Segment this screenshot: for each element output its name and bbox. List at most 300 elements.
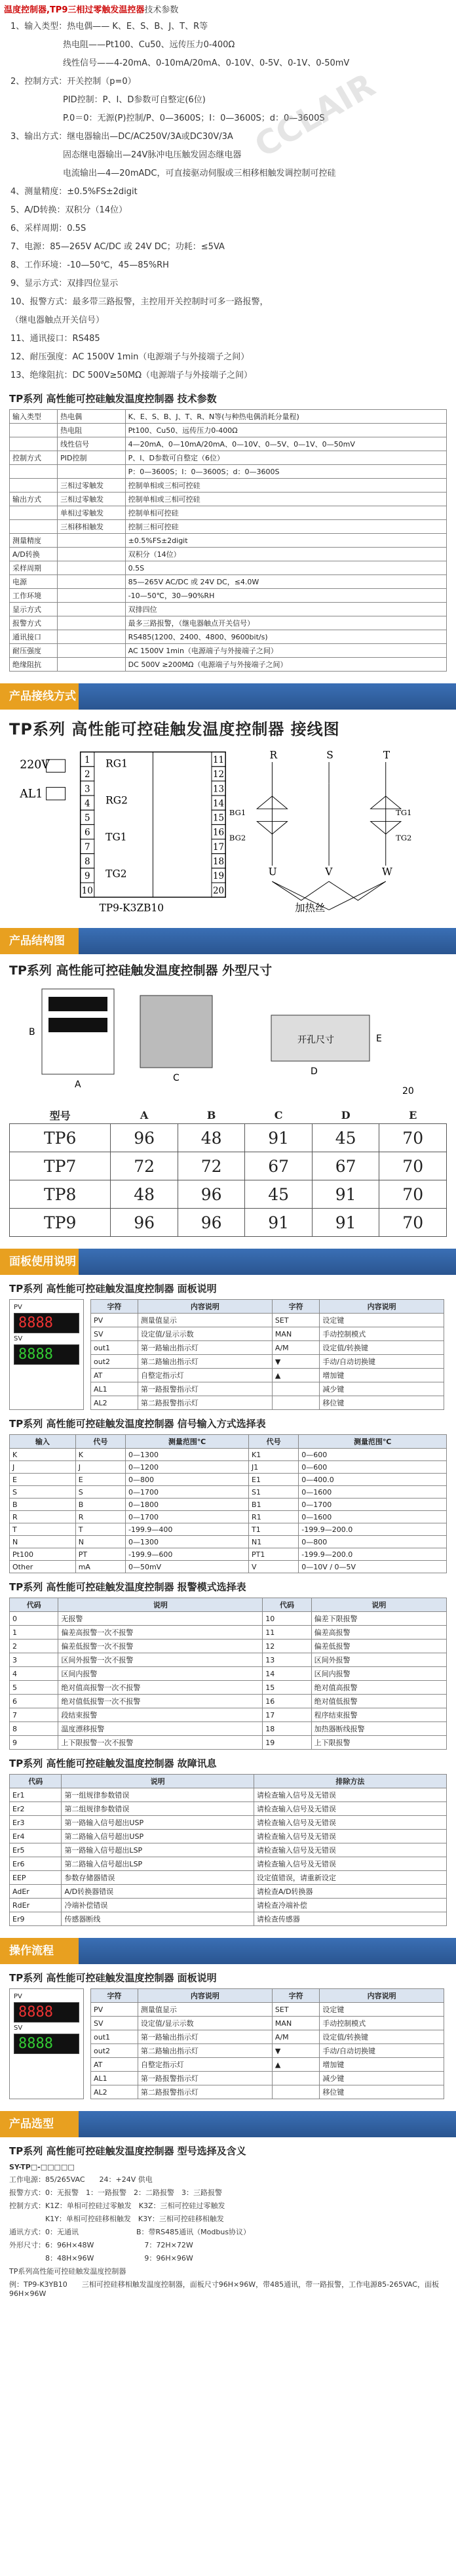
table-cell: 测量值显示 xyxy=(138,1314,272,1327)
table-cell xyxy=(10,465,58,479)
terminal-pin-label: 20 xyxy=(212,885,225,896)
table-cell: T1 xyxy=(249,1523,299,1536)
table-cell: 控制单相或三相可控硅 xyxy=(125,493,446,506)
table-cell: -199.9—400 xyxy=(125,1523,248,1536)
table-row xyxy=(10,1124,447,1152)
table-cell xyxy=(10,506,58,520)
table-row xyxy=(10,616,447,630)
terminal-pin-label: 3 xyxy=(84,784,90,795)
spec-line: 5、A/D转换：双积分（14位） xyxy=(10,205,128,215)
table-cell xyxy=(58,589,126,603)
table-row xyxy=(10,575,447,589)
table-row xyxy=(10,1830,447,1843)
table-header-row xyxy=(10,1775,447,1788)
table-cell xyxy=(272,1396,319,1410)
table-cell: Er4 xyxy=(10,1830,62,1843)
table-cell: 耐压强度 xyxy=(10,644,58,658)
table-cell: SV xyxy=(91,1327,138,1341)
table-row xyxy=(10,1474,447,1486)
select-line: 外形尺寸：6：96H×48W 7：72H×72W xyxy=(9,2241,193,2249)
table-header-cell: 代号 xyxy=(75,1435,125,1449)
table-cell: P、I、D参数可自整定（6位） xyxy=(125,451,446,465)
front-pv-display xyxy=(48,997,107,1011)
spec-line: 1、输入类型：热电偶—— K、E、S、B、J、T、R等 xyxy=(10,22,208,31)
side-view xyxy=(140,996,212,1068)
table-cell: 线性信号 xyxy=(58,437,126,451)
table-row xyxy=(10,1449,447,1461)
table-cell: 91 xyxy=(245,1209,313,1237)
table-cell: 控制三相可控硅 xyxy=(125,520,446,534)
table-cell: -199.9—200.0 xyxy=(299,1548,447,1561)
table-cell: 3 xyxy=(10,1653,58,1667)
table-row xyxy=(10,1802,447,1816)
table-cell: K1 xyxy=(249,1449,299,1461)
table-cell: 16 xyxy=(263,1695,311,1708)
spec-line: 6、采样周期：0.5S xyxy=(10,224,86,233)
table-cell: 第二组规律参数错误 xyxy=(62,1802,254,1816)
table-row xyxy=(10,1885,447,1899)
table-cell: 设定键 xyxy=(320,1314,444,1327)
panel-pv-tag: PV xyxy=(14,1304,22,1311)
table-cell xyxy=(58,575,126,589)
table-cell: 0.5S xyxy=(125,561,446,575)
fault-table xyxy=(9,1774,447,1926)
table-cell: 三相过零触发 xyxy=(58,479,126,493)
section-select xyxy=(0,2111,456,2137)
table-row xyxy=(10,520,447,534)
section-structure-label: 产品结构图 xyxy=(9,935,65,948)
spec-line: 11、通讯接口：RS485 xyxy=(10,334,100,344)
table-row xyxy=(10,1499,447,1511)
table-row xyxy=(10,1548,447,1561)
table-cell: A/M xyxy=(272,2030,319,2044)
tg1-label: TG1 xyxy=(105,831,127,843)
spec-line: 10、报警方式：最多带三路报警，主控用开关控制时可多一路报警， xyxy=(10,297,269,307)
table-cell: DC 500V ≥200MΩ（电源端子与外接端子之间） xyxy=(125,658,446,672)
table-cell: V xyxy=(249,1561,299,1573)
table-cell: 无报警 xyxy=(58,1612,263,1626)
table-cell: 67 xyxy=(245,1152,313,1180)
table-row xyxy=(10,479,447,493)
table-cell: R1 xyxy=(249,1511,299,1523)
dim-d-label: D xyxy=(311,1066,318,1077)
table-cell: 0—1300 xyxy=(125,1449,248,1461)
signal-title: TP系列 高性能可控硅触发温度控制器 信号输入方式选择表 xyxy=(9,1418,266,1430)
table-cell: 96 xyxy=(178,1180,245,1209)
cutout-label: 开孔尺寸 xyxy=(297,1035,334,1045)
terminal-pin-label: 17 xyxy=(212,841,225,853)
terminal-pin-label: 11 xyxy=(212,755,225,765)
table-cell: 70 xyxy=(379,1180,447,1209)
terminal-pin-label: 13 xyxy=(212,784,225,795)
wiring-diagram xyxy=(9,746,447,916)
table-cell: 手动控制模式 xyxy=(320,1327,444,1341)
table-header-cell: 字符 xyxy=(272,1300,319,1314)
spec-line: PID控制：P、I、D参数可自整定(6位) xyxy=(63,95,206,105)
spec-line: 9、显示方式：双排四位显示 xyxy=(10,279,119,289)
section-wiring xyxy=(0,683,456,710)
table-row xyxy=(10,1912,447,1926)
table-cell: E1 xyxy=(249,1474,299,1486)
spec-line: 8、工作环境：-10—50℃，45—85%RH xyxy=(10,260,169,270)
table-cell: 区间内报警 xyxy=(58,1667,263,1681)
table-cell: 第一路报警指示灯 xyxy=(138,1382,272,1396)
table-cell: 绝对值高报警 xyxy=(311,1681,446,1695)
table-cell: -199.9—200.0 xyxy=(299,1523,447,1536)
table-cell: 18 xyxy=(263,1722,311,1736)
spec-line: （继电器触点开关信号） xyxy=(10,315,105,325)
table-row xyxy=(91,1314,444,1327)
panel-table xyxy=(90,1299,444,1410)
spec-line: 热电阻——Pt100、Cu50、远传压力0-400Ω xyxy=(63,40,235,50)
terminal-pin-label: 19 xyxy=(212,871,225,882)
table-row xyxy=(10,1209,447,1237)
table-header-cell: 输入 xyxy=(10,1435,76,1449)
terminal-pin-label: 7 xyxy=(84,841,90,853)
panel-title: TP系列 高性能可控硅触发温度控制器 面板说明 xyxy=(9,1283,217,1295)
tg2b-label: TG2 xyxy=(396,833,412,843)
table-cell: 电源 xyxy=(10,575,58,589)
table-cell: 0—1200 xyxy=(125,1461,248,1474)
table-cell: 45 xyxy=(245,1180,313,1209)
section-operation-label: 操作流程 xyxy=(9,1944,54,1958)
table-row xyxy=(10,424,447,437)
table-cell: 移位键 xyxy=(320,1396,444,1410)
table-cell: 绝缘阻抗 xyxy=(10,658,58,672)
table-cell: SET xyxy=(272,1314,319,1327)
table-cell: 三相移相触发 xyxy=(58,520,126,534)
table-header-cell: 字符 xyxy=(91,1989,138,2003)
spec-line: P.0＝0：无源(P)控制/P、0—3600S；I：0—3600S；d：0—3600S xyxy=(63,113,325,123)
table-cell: 请检查输入信号及无错误 xyxy=(254,1802,446,1816)
wiring-title: TP系列 高性能可控硅触发温度控制器 接线图 xyxy=(9,720,340,738)
table-header-cell: 测量范围℃ xyxy=(299,1435,447,1449)
table-row xyxy=(10,1899,447,1912)
thyristor-circuit xyxy=(257,762,401,910)
table-cell: 输出方式 xyxy=(10,493,58,506)
table-row xyxy=(10,506,447,520)
phase-u-label: U xyxy=(268,866,277,878)
table-cell: 请检查输入信号及无错误 xyxy=(254,1788,446,1802)
phase-s-label: S xyxy=(326,749,333,761)
table-cell: 增加键 xyxy=(320,1369,444,1382)
terminal-pin-label: 15 xyxy=(212,813,225,824)
table-cell: 70 xyxy=(379,1152,447,1180)
table-cell: 区间内报警 xyxy=(311,1667,446,1681)
table-cell: 13 xyxy=(263,1653,311,1667)
table-cell: 第一组规律参数错误 xyxy=(62,1788,254,1802)
panel-sv-tag: SV xyxy=(14,1335,23,1342)
phase-r-label: R xyxy=(269,749,278,761)
table-cell: 工作环境 xyxy=(10,589,58,603)
model-code-label: TP9-K3ZB10 xyxy=(99,902,164,914)
table-row xyxy=(91,1355,444,1369)
table-cell: S xyxy=(10,1486,76,1499)
table-row xyxy=(10,1612,447,1626)
table-cell: 96 xyxy=(111,1209,178,1237)
table-cell: 0—600 xyxy=(299,1461,447,1474)
table-row xyxy=(91,1382,444,1396)
section-panel-label: 面板使用说明 xyxy=(9,1255,76,1268)
panel-block xyxy=(9,1299,447,1410)
table-cell: 请检查A/D转换器 xyxy=(254,1885,446,1899)
table-cell: 设定值/转换键 xyxy=(320,2030,444,2044)
table-cell xyxy=(58,616,126,630)
select-example: 例：TP9-K3YB10 三相可控硅移相触发温度控制器，面板尺寸96H×96W，带485通讯，带一路报警，工作电源85-265VAC，面板96H×96W xyxy=(9,2280,439,2298)
table-cell: 冷端补偿错误 xyxy=(62,1899,254,1912)
table-cell: 1 xyxy=(10,1626,58,1640)
table-cell: 第二路输出指示灯 xyxy=(138,1355,272,1369)
select-line: 工作电源：85/265VAC 24：+24V 供电 xyxy=(9,2175,153,2184)
spec-line: 线性信号——4-20mA、0-10mA/20mA、0-10V、0-5V、0-1V、0-50mV xyxy=(63,58,350,68)
table-row xyxy=(10,1857,447,1871)
table-header-cell: 字符 xyxy=(272,1989,319,2003)
table-cell: MAN xyxy=(272,2017,319,2030)
table-row xyxy=(10,658,447,672)
table-cell: E xyxy=(10,1474,76,1486)
table-header-cell: 型号 xyxy=(49,1110,71,1122)
terminal-pin-label: 9 xyxy=(84,871,90,882)
table-row xyxy=(10,603,447,616)
table-cell: 参数存储器错误 xyxy=(62,1871,254,1885)
select-line: 控制方式：K1Z：单相可控硅过零触发 K3Z：三相可控硅过零触发 xyxy=(9,2202,225,2210)
table-cell: 增加键 xyxy=(320,2058,444,2072)
table-cell: 显示方式 xyxy=(10,603,58,616)
table-cell: 请检查传感器 xyxy=(254,1912,446,1926)
table-header-cell: B xyxy=(206,1109,216,1121)
terminal-pin-label: 6 xyxy=(84,827,90,838)
table-header-cell: 代号 xyxy=(249,1435,299,1449)
table-cell: out1 xyxy=(91,1341,138,1355)
operation-pv-display: 8888 xyxy=(14,2002,79,2023)
table-header-cell: D xyxy=(341,1109,351,1121)
spec-list xyxy=(0,18,456,385)
table-cell xyxy=(10,520,58,534)
terminal-pin-label: 5 xyxy=(84,813,90,824)
table-cell: PV xyxy=(91,1314,138,1327)
table-cell: ▼ xyxy=(272,1355,319,1369)
table-cell: B xyxy=(10,1499,76,1511)
dim-a-label: A xyxy=(75,1079,81,1090)
phase-v-label: V xyxy=(325,866,333,878)
spec-line: 7、电源：85—265V AC/DC 或 24V DC；功耗：≤5VA xyxy=(10,242,225,252)
table-cell: 9 xyxy=(10,1736,58,1750)
table-cell: K xyxy=(10,1449,76,1461)
alarm-table xyxy=(9,1598,447,1750)
table-cell: AL1 xyxy=(91,1382,138,1396)
table-cell: 0—600 xyxy=(299,1449,447,1461)
table-cell: 67 xyxy=(312,1152,379,1180)
table-cell: 请检查输入信号及无错误 xyxy=(254,1830,446,1843)
terminal-pin-label: 4 xyxy=(84,798,90,809)
table-row xyxy=(10,1843,447,1857)
operation-sv-display: 8888 xyxy=(14,2034,79,2054)
table-cell: TP9 xyxy=(10,1209,111,1237)
table-cell: 绝对值高报警一次不报警 xyxy=(58,1681,263,1695)
table-cell: AdEr xyxy=(10,1885,62,1899)
table-cell: 最多三路报警，（继电器触点开关信号） xyxy=(125,616,446,630)
table-cell: 绝对值低报警一次不报警 xyxy=(58,1695,263,1708)
table-row xyxy=(10,1511,447,1523)
select-line: 8：48H×96W 9：96H×96W xyxy=(9,2254,193,2263)
table-row xyxy=(10,1561,447,1573)
table-cell: Er9 xyxy=(10,1912,62,1926)
bg2-label: BG2 xyxy=(229,833,246,843)
table-header-cell: 排除方法 xyxy=(254,1775,446,1788)
table-cell: 减少键 xyxy=(320,2072,444,2085)
table-cell: 上下限报警 xyxy=(311,1736,446,1750)
dimension-diagram xyxy=(9,982,447,1100)
phase-t-label: T xyxy=(383,749,390,761)
table-cell: PT1 xyxy=(249,1548,299,1561)
tg1b-label: TG1 xyxy=(396,807,412,817)
table-cell: 偏差下限报警 xyxy=(311,1612,446,1626)
table-cell: Other xyxy=(10,1561,76,1573)
table-cell: TP8 xyxy=(10,1180,111,1209)
table-cell: PT xyxy=(75,1548,125,1561)
table-cell: 温度漂移报警 xyxy=(58,1722,263,1736)
select-lines xyxy=(0,2173,456,2264)
table-cell: 72 xyxy=(111,1152,178,1180)
spec-line: 12、耐压强度：AC 1500V 1min（电源端子与外接端子之间） xyxy=(10,352,250,362)
table-cell: SV xyxy=(91,2017,138,2030)
table-cell: 10 xyxy=(263,1612,311,1626)
table-cell: N xyxy=(10,1536,76,1548)
table-cell: 12 xyxy=(263,1640,311,1653)
table-header-row xyxy=(10,1435,447,1449)
table-cell: 17 xyxy=(263,1708,311,1722)
table-cell: SET xyxy=(272,2003,319,2017)
table-row xyxy=(91,2003,444,2017)
table-row xyxy=(10,534,447,548)
table-cell: TP7 xyxy=(10,1152,111,1180)
table-cell: 请检查冷端补偿 xyxy=(254,1899,446,1912)
terminal-pin-label: 12 xyxy=(212,769,225,780)
table-cell: 请检查输入信号及无错误 xyxy=(254,1816,446,1830)
table-cell: Er1 xyxy=(10,1788,62,1802)
table-row xyxy=(91,1327,444,1341)
table-cell: 0—1300 xyxy=(125,1536,248,1548)
table-cell: 控制单相或三相可控硅 xyxy=(125,479,446,493)
table-row xyxy=(10,1708,447,1722)
table-cell: 自整定指示灯 xyxy=(138,1369,272,1382)
terminal-pin-label: 1 xyxy=(84,755,90,765)
table-cell: 设定值错误，请重新设定 xyxy=(254,1871,446,1885)
table-cell: AT xyxy=(91,2058,138,2072)
table-cell: 偏差低报警 xyxy=(311,1640,446,1653)
signal-table xyxy=(9,1434,447,1573)
table-row xyxy=(10,1736,447,1750)
bg1-label: BG1 xyxy=(229,807,246,817)
table-cell: 请检查输入信号及无错误 xyxy=(254,1857,446,1871)
table-cell: 第一路输出指示灯 xyxy=(138,1341,272,1355)
table-cell: 70 xyxy=(379,1209,447,1237)
operation-pv-tag: PV xyxy=(14,1993,22,2000)
operation-faceplate xyxy=(9,1988,84,2099)
table-header-cell: A xyxy=(140,1109,149,1121)
front-sv-display xyxy=(48,1018,107,1032)
table-cell xyxy=(58,561,126,575)
table-header-cell: 内容说明 xyxy=(320,1300,444,1314)
table-cell: 第一路输入信号超出LSP xyxy=(62,1843,254,1857)
table-cell: 48 xyxy=(111,1180,178,1209)
table-cell: 设定键 xyxy=(320,2003,444,2017)
table-cell: Er6 xyxy=(10,1857,62,1871)
table-cell: 70 xyxy=(379,1124,447,1152)
table-cell: 手动/自动切换键 xyxy=(320,2044,444,2058)
table-cell: 91 xyxy=(245,1124,313,1152)
header-title-link[interactable]: 温度控制器,TP9三相过零触发温控器 xyxy=(4,5,145,15)
table-cell: 第二路输入信号超出LSP xyxy=(62,1857,254,1871)
table-cell: K、E、S、B、J、T、R、N等(与种热电偶消耗分量程) xyxy=(125,410,446,424)
table-cell: 0—50mV xyxy=(125,1561,248,1573)
table-cell: 加热器断线报警 xyxy=(311,1722,446,1736)
table-cell: 减少键 xyxy=(320,1382,444,1396)
model-table xyxy=(9,1107,447,1237)
panel-sv-display: 8888 xyxy=(14,1344,79,1365)
table-cell: 2 xyxy=(10,1640,58,1653)
table-cell: 96 xyxy=(111,1124,178,1152)
table-cell: J1 xyxy=(249,1461,299,1474)
table-row xyxy=(10,1695,447,1708)
spec-line: 电流输出—4—20mADC，可直接驱动伺服或三相移相触发调控制可控硅 xyxy=(63,169,336,178)
table-cell: S1 xyxy=(249,1486,299,1499)
table-cell xyxy=(272,2085,319,2099)
table-cell: out2 xyxy=(91,1355,138,1369)
table-cell: 测量值显示 xyxy=(138,2003,272,2017)
table-cell: 0—1600 xyxy=(299,1511,447,1523)
operation-block xyxy=(9,1988,447,2099)
table-cell: 双积分（14位） xyxy=(125,548,446,561)
table-header-cell: E xyxy=(409,1109,417,1121)
operation-title: TP系列 高性能可控硅触发温度控制器 面板说明 xyxy=(9,1972,217,1984)
table-row xyxy=(91,2044,444,2058)
alarm-title: TP系列 高性能可控硅触发温度控制器 报警模式选择表 xyxy=(9,1581,246,1593)
table-cell: A/M xyxy=(272,1341,319,1355)
table-cell: 控制单相可控硅 xyxy=(125,506,446,520)
table-row xyxy=(10,1816,447,1830)
dim-b-label: B xyxy=(29,1027,35,1037)
table-row xyxy=(10,644,447,658)
table-row xyxy=(10,1536,447,1548)
table-cell: 0—1700 xyxy=(125,1486,248,1499)
rg1-label: RG1 xyxy=(105,757,128,770)
table-cell: E xyxy=(75,1474,125,1486)
table-cell: RS485(1200、2400、4800、9600bit/s) xyxy=(125,630,446,644)
table-cell: 45 xyxy=(312,1124,379,1152)
table-cell: 程序结束报警 xyxy=(311,1708,446,1722)
table-header-cell: 说明 xyxy=(62,1775,254,1788)
table-cell xyxy=(58,548,126,561)
table-header-row xyxy=(91,1300,444,1314)
table-cell: 热电阻 xyxy=(58,424,126,437)
table-row xyxy=(10,451,447,465)
section-select-label: 产品选型 xyxy=(9,2118,54,2131)
terminal-pin-label: 14 xyxy=(212,798,225,809)
table-cell xyxy=(272,2072,319,2085)
section-structure xyxy=(0,928,456,954)
table-row xyxy=(10,410,447,424)
table-cell: 0—800 xyxy=(299,1536,447,1548)
table-cell: 6 xyxy=(10,1695,58,1708)
table-cell: 手动/自动切换键 xyxy=(320,1355,444,1369)
spec-table-title: TP系列 高性能可控硅触发温度控制器 技术参数 xyxy=(9,393,217,405)
table-header-row xyxy=(91,1989,444,2003)
watermark-1: CCLAIR xyxy=(248,66,382,165)
table-cell: ▼ xyxy=(272,2044,319,2058)
table-cell: Er5 xyxy=(10,1843,62,1857)
table-cell: out1 xyxy=(91,2030,138,2044)
